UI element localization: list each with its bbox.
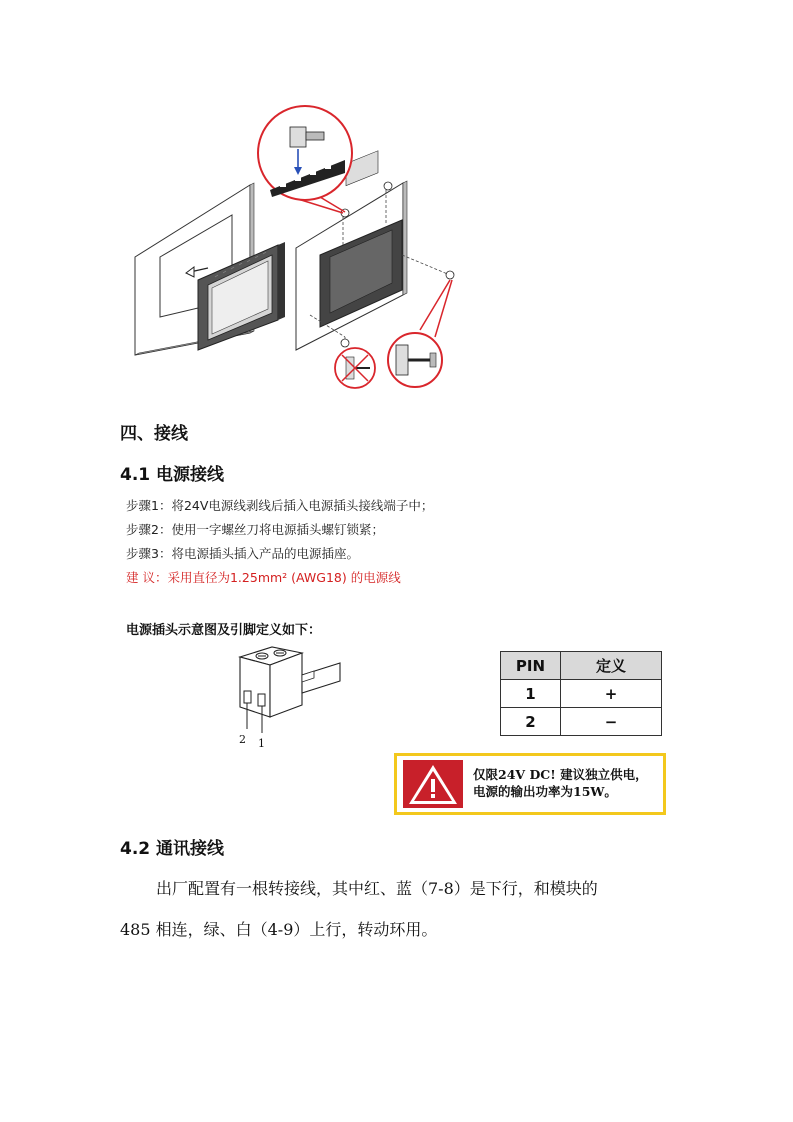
diagram-caption: 电源插头示意图及引脚定义如下：: [126, 623, 322, 638]
cell-definition: −: [561, 708, 662, 736]
step-3: 步骤3：将电源插头插入产品的电源插座。: [126, 546, 359, 561]
pin-definition-table: [500, 651, 662, 736]
warning-line-2: 电源的输出功率为15W。: [473, 784, 617, 799]
advice-prefix: 建 议：: [126, 570, 168, 585]
cell-definition: +: [561, 680, 662, 708]
header-definition: 定义: [561, 652, 662, 680]
subsection-title-power: 4.1 电源接线: [120, 465, 225, 485]
cell-pin: 1: [501, 680, 561, 708]
advice-text: 采用直径为1.25mm² (AWG18) 的电源线: [167, 570, 401, 585]
step-1: 步骤1：将24V电源线剥线后插入电源插头接线端子中；: [126, 498, 434, 513]
header-pin: PIN: [501, 652, 561, 680]
communication-paragraph-line-1: 出厂配置有一根转接线，其中红、蓝（7-8）是下行，和模块的: [156, 879, 598, 898]
step-2: 步骤2：使用一字螺丝刀将电源插头螺钉锁紧；: [126, 522, 384, 537]
clip-detail-callout: [258, 106, 352, 213]
exclamation-warning-icon: [403, 760, 463, 808]
power-plug-diagram: [228, 645, 358, 753]
table-row: [501, 680, 662, 708]
installation-diagram: [120, 105, 480, 400]
table-row: [501, 708, 662, 736]
table-header-row: [501, 652, 662, 680]
warning-box: [394, 753, 666, 815]
section-title: 四、接线: [120, 424, 188, 444]
warning-line-1: 仅限24V DC! 建议独立供电，: [473, 767, 648, 782]
subsection-title-communication: 4.2 通讯接线: [120, 839, 225, 859]
screw-wrong-callout: [335, 348, 375, 388]
power-steps: [126, 494, 433, 590]
advice-line: [126, 566, 433, 590]
cell-pin: 2: [501, 708, 561, 736]
pin-label-2: 2: [239, 733, 246, 746]
pin-label-1: 1: [258, 737, 265, 750]
communication-paragraph-line-2: 485 相连，绿、白（4-9）上行，转动环用。: [120, 920, 438, 939]
